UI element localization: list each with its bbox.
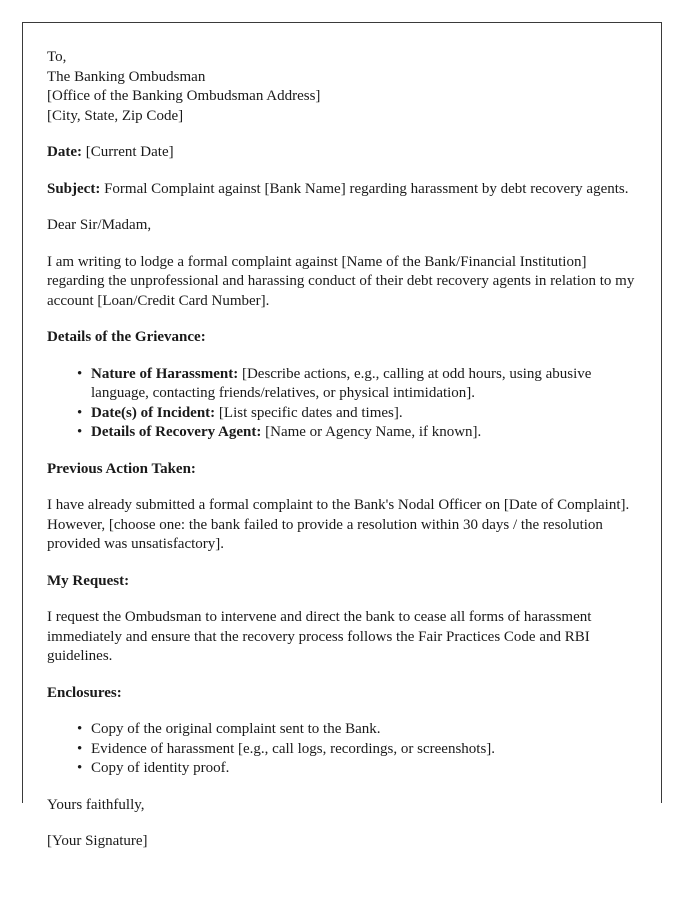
list-item <box>47 759 637 779</box>
date-label: Date: <box>47 144 82 160</box>
subject-label: Subject: <box>47 180 101 197</box>
grievance-list <box>47 365 637 443</box>
grievance-item-label: Details of Recovery Agent: <box>91 424 262 440</box>
list-item <box>47 740 637 760</box>
request-body: I request the Ombudsman to intervene and direct the bank to cease all forms of harassment immediately and ensure that the recovery process follows the Fair Practices Code and RBI guidelines. <box>47 609 592 664</box>
recipient-address-block <box>47 48 637 126</box>
recipient-address-line: [Office of the Banking Ombudsman Address] <box>47 88 321 104</box>
subject-line <box>47 180 637 200</box>
grievance-item-text: [Name or Agency Name, if known]. <box>265 424 482 440</box>
list-item <box>47 365 637 404</box>
grievance-item-text: [Describe actions, e.g., calling at odd hours, using abusive language, contacting friends/relatives, or physical intimidation]. <box>91 365 592 401</box>
subject-value: Formal Complaint against [Bank Name] regarding harassment by debt recovery agents. <box>104 180 629 197</box>
previous-action-body: I have already submitted a formal complaint to the Bank's Nodal Officer on [Date of Complaint]. However, [choose one: the bank failed to provide a resolution within 30 days / the resolution provided was unsatisfactory]. <box>47 497 630 552</box>
recipient-office: The Banking Ombudsman <box>47 68 206 85</box>
grievance-item-label: Nature of Harassment: <box>91 365 239 382</box>
grievance-heading: Details of the Grievance: <box>47 329 206 345</box>
grievance-item-text: [List specific dates and times]. <box>218 404 403 421</box>
bullet-icon: • <box>77 740 83 757</box>
bullet-icon: • <box>77 404 83 421</box>
document-body <box>23 23 661 852</box>
recipient-city-line: [City, State, Zip Code] <box>47 107 184 124</box>
list-item <box>47 423 637 443</box>
greeting: Dear Sir/Madam, <box>47 217 152 233</box>
bullet-icon: • <box>77 424 83 440</box>
bullet-icon: • <box>77 365 83 382</box>
recipient-salutation: To, <box>47 49 67 65</box>
signature-placeholder: [Your Signature] <box>47 833 148 849</box>
date-line <box>47 143 637 163</box>
bullet-icon: • <box>77 721 83 737</box>
enclosure-item-text: Copy of the original complaint sent to the Bank. <box>91 721 381 737</box>
list-item <box>47 404 637 424</box>
request-heading: My Request: <box>47 572 130 589</box>
enclosures-list <box>47 720 637 779</box>
bullet-icon: • <box>77 760 83 776</box>
opening-paragraph: I am writing to lodge a formal complaint against [Name of the Bank/Financial Institution] regarding the unprofessional and harassing conduct of their debt recovery agents in relation to my account [Loan/Credit Card Number]. <box>47 253 635 309</box>
previous-action-heading: Previous Action Taken: <box>47 460 196 477</box>
list-item <box>47 720 637 740</box>
enclosures-heading: Enclosures: <box>47 684 122 701</box>
document-page <box>22 22 662 849</box>
enclosure-item-text: Evidence of harassment [e.g., call logs, recordings, or screenshots]. <box>91 740 496 757</box>
grievance-item-label: Date(s) of Incident: <box>91 404 216 421</box>
valediction: Yours faithfully, <box>47 796 145 813</box>
enclosure-item-text: Copy of identity proof. <box>91 760 230 776</box>
date-value: [Current Date] <box>85 144 174 160</box>
